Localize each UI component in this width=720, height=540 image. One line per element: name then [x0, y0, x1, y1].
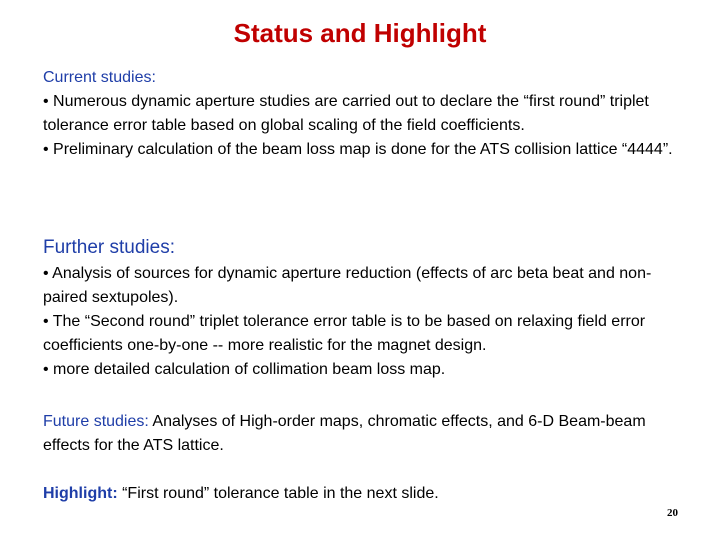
highlight-section	[43, 482, 673, 506]
future-studies-section	[43, 410, 673, 458]
further-studies-bullet: • more detailed calculation of collimation beam loss map.	[43, 361, 446, 378]
further-studies-heading: Further studies:	[43, 237, 175, 258]
current-studies-heading: Current studies:	[43, 69, 156, 86]
future-studies-heading: Future studies:	[43, 413, 149, 430]
further-studies-section	[43, 234, 673, 382]
further-studies-bullet: • The “Second round” triplet tolerance error table is to be based on relaxing field error coefficients one-by-one -- more realistic for the magnet design.	[43, 313, 646, 354]
current-studies-bullet: • Preliminary calculation of the beam loss map is done for the ATS collision lattice “4444”.	[43, 141, 673, 158]
future-studies-text: Analyses of High-order maps, chromatic effects, and 6-D Beam-beam effects for the ATS lattice.	[43, 413, 646, 454]
highlight-heading: Highlight:	[43, 485, 118, 502]
current-studies-section	[43, 66, 673, 162]
highlight-text: “First round” tolerance table in the next slide.	[117, 485, 439, 502]
current-studies-bullet: • Numerous dynamic aperture studies are carried out to declare the “first round” triplet tolerance error table based on global scaling of the field coefficients.	[43, 93, 649, 134]
further-studies-bullet: • Analysis of sources for dynamic aperture reduction (effects of arc beta beat and non-paired sextupoles).	[43, 265, 652, 306]
page-number: 20	[667, 507, 678, 519]
slide-title: Status and Highlight	[233, 18, 487, 48]
